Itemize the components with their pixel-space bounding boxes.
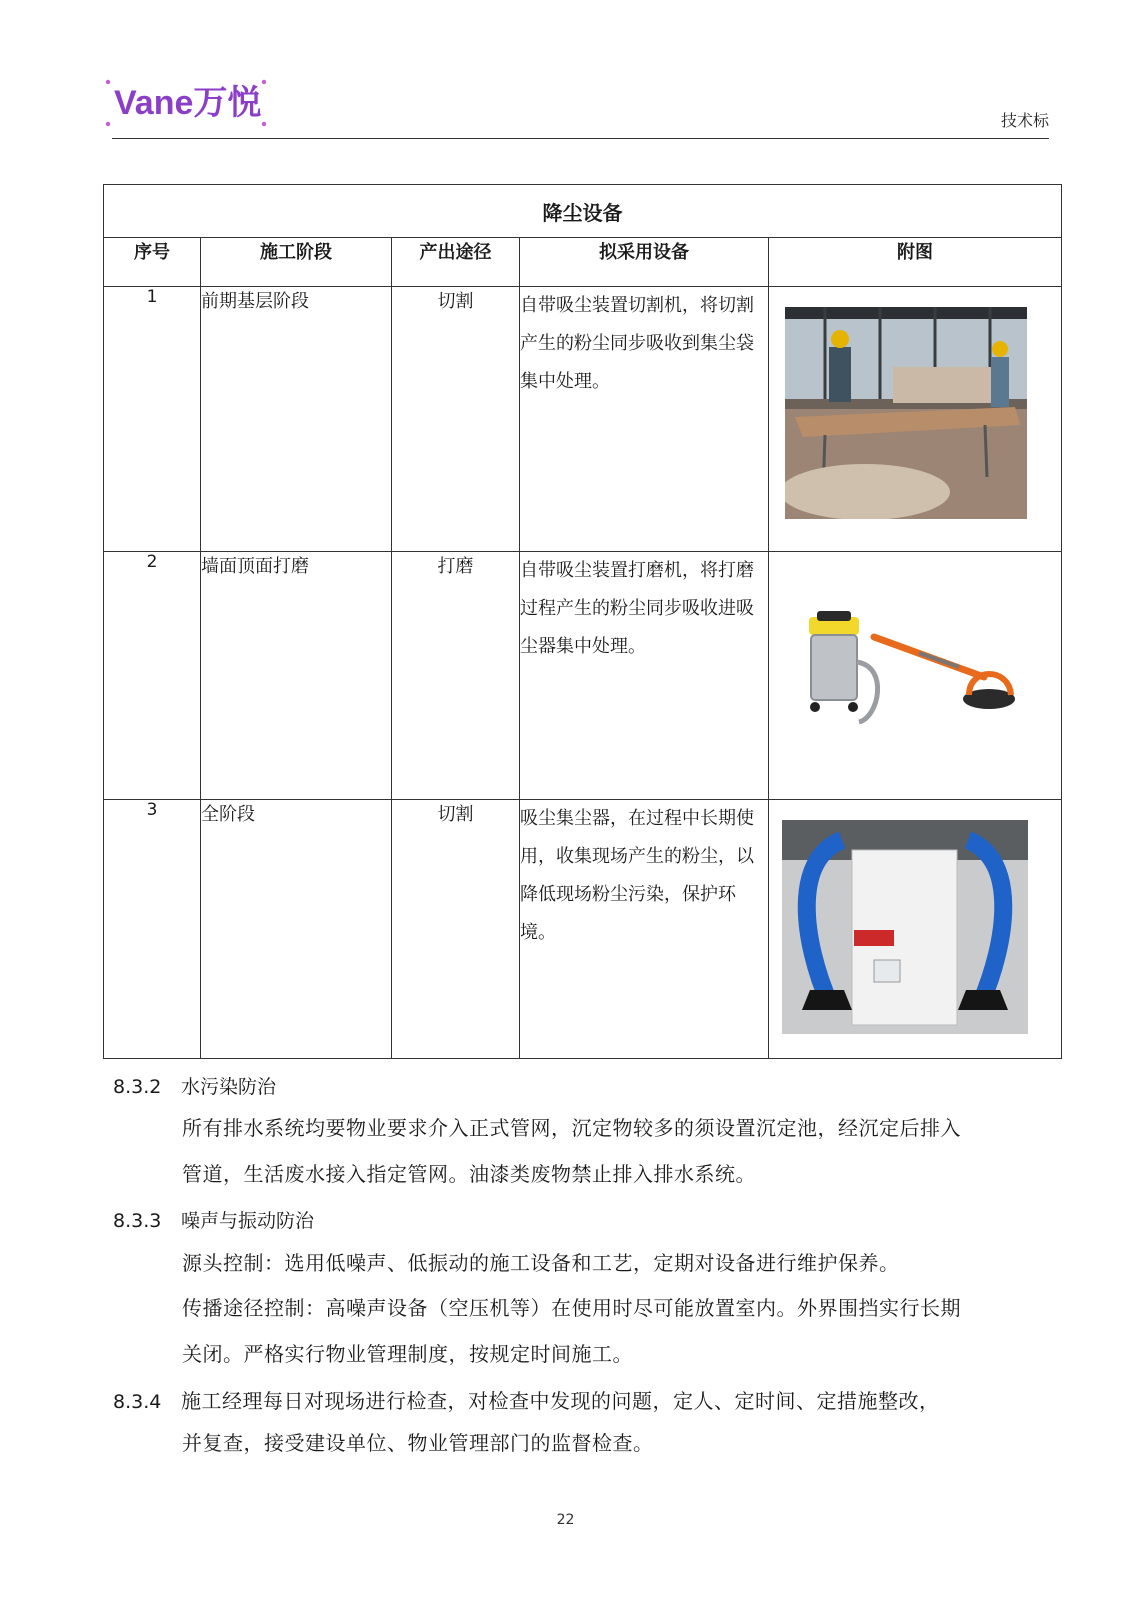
text-line: 管道，生活废水接入指定管网。油漆类废物禁止排入排水系统。 (182, 1162, 756, 1186)
row-equipment: 自带吸尘装置切割机，将切割产生的粉尘同步吸收到集尘袋集中处理。 (520, 287, 769, 552)
table-row (104, 552, 1062, 800)
row-stage: 全阶段 (201, 800, 392, 1059)
section-text: 施工经理每日对现场进行检查，对检查中发现的问题，定人、定时间、定措施整改， (181, 1389, 940, 1413)
page-number: 22 (556, 1512, 575, 1528)
row-route: 切割 (392, 287, 520, 552)
header-rule (112, 138, 1049, 139)
table-title: 降尘设备 (104, 185, 1062, 238)
section-title: 噪声与振动防治 (181, 1210, 315, 1232)
doc-label: 技术标 (1000, 111, 1049, 130)
svg-text:Vane万悦: Vane万悦 (114, 84, 262, 122)
dust-equipment-table (103, 184, 1062, 1059)
noise-path-paragraph (182, 1285, 1052, 1377)
text-line: 并复查，接受建设单位、物业管理部门的监督检查。 (182, 1431, 654, 1455)
section-title: 水污染防治 (181, 1076, 277, 1098)
row-stage: 前期基层阶段 (201, 287, 392, 552)
construction-site-cutting-photo (785, 307, 1027, 519)
row-image-cell (769, 287, 1062, 552)
text-line: 传播途径控制：高噪声设备（空压机等）在使用时尽可能放置室内。外界围挡实行长期 (182, 1296, 961, 1320)
row-route: 切割 (392, 800, 520, 1059)
section-number: 8.3.2 (113, 1076, 162, 1098)
col-header-equipment: 拟采用设备 (520, 238, 769, 287)
water-paragraph (182, 1105, 1052, 1197)
table-row (104, 800, 1062, 1059)
table-row (104, 287, 1062, 552)
noise-source-paragraph (182, 1240, 1052, 1286)
row-image-cell (769, 552, 1062, 800)
row-equipment: 吸尘集尘器，在过程中长期使用，收集现场产生的粉尘，以降低现场粉尘污染，保护环境。 (520, 800, 769, 1059)
vane-logo (104, 74, 274, 130)
vacuum-and-sander-photo (799, 607, 1019, 737)
section-8-3-2 (113, 1072, 276, 1099)
col-header-route: 产出途径 (392, 238, 520, 287)
row-equipment: 自带吸尘装置打磨机，将打磨过程产生的粉尘同步吸收进吸尘器集中处理。 (520, 552, 769, 800)
dust-collector-photo (782, 820, 1028, 1034)
row-no: 3 (104, 800, 201, 1059)
section-number: 8.3.4 (113, 1391, 162, 1413)
row-stage: 墙面顶面打磨 (201, 552, 392, 800)
col-header-no: 序号 (104, 238, 201, 287)
inspection-paragraph (182, 1420, 1052, 1466)
section-number: 8.3.3 (113, 1210, 162, 1232)
row-no: 1 (104, 287, 201, 552)
section-8-3-4 (113, 1385, 940, 1414)
col-header-image: 附图 (769, 238, 1062, 287)
text-line: 所有排水系统均要物业要求介入正式管网，沉定物较多的须设置沉定池，经沉定后排入 (182, 1116, 961, 1140)
table-header-row (104, 238, 1062, 287)
section-8-3-3 (113, 1206, 314, 1233)
text-line: 源头控制：选用低噪声、低振动的施工设备和工艺，定期对设备进行维护保养。 (182, 1251, 900, 1275)
row-route: 打磨 (392, 552, 520, 800)
text-line: 关闭。严格实行物业管理制度，按规定时间施工。 (182, 1342, 633, 1366)
row-image-cell (769, 800, 1062, 1059)
col-header-stage: 施工阶段 (201, 238, 392, 287)
row-no: 2 (104, 552, 201, 800)
page-header (0, 0, 1131, 140)
